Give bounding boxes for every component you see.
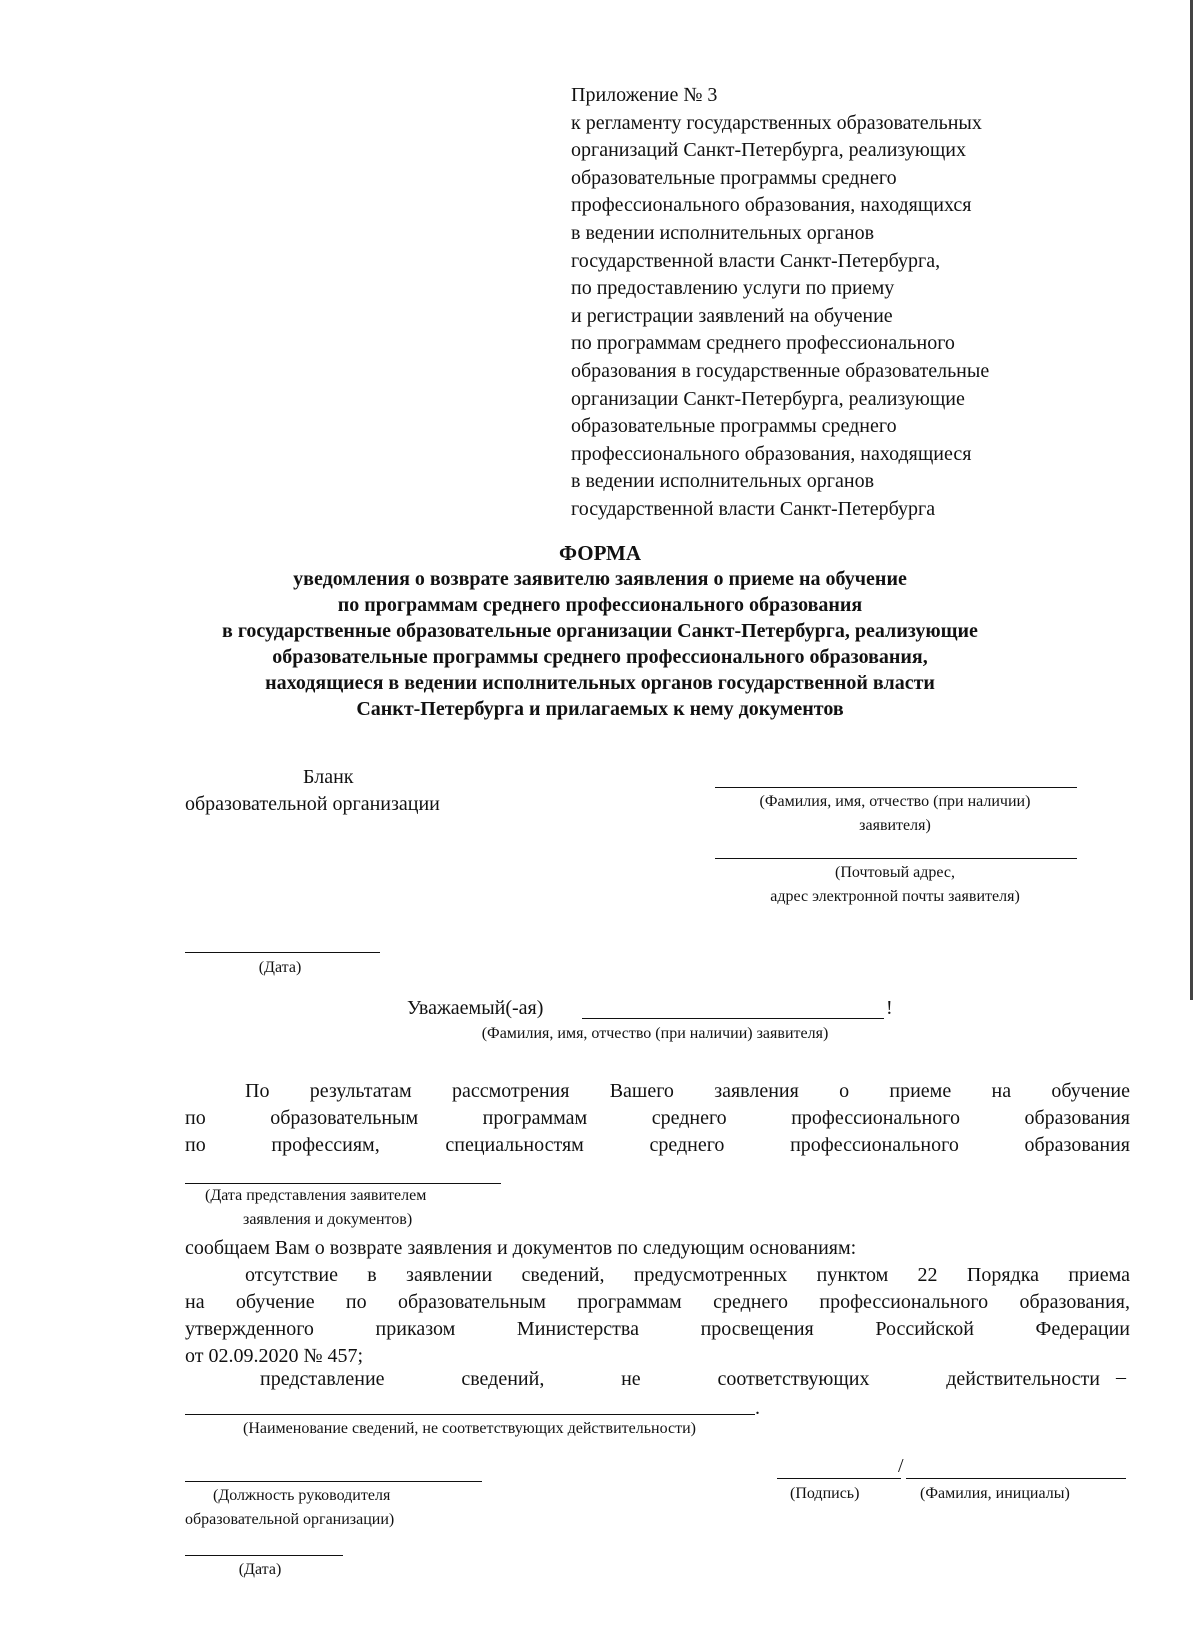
- blank-line-2: образовательной организации: [185, 793, 440, 815]
- body-line-3: по профессиям, специальностям среднего профессионального образования: [185, 1134, 1130, 1156]
- signature-slash: /: [898, 1455, 904, 1477]
- reason-1-line-4: от 02.09.2020 № 457;: [185, 1345, 364, 1367]
- body-line-1: По результатам рассмотрения Вашего заявления о приеме на обучение: [245, 1080, 1130, 1102]
- position-caption-2: образовательной организации): [185, 1511, 395, 1528]
- signature-caption: (Подпись): [790, 1485, 860, 1502]
- reason-2-dash: –: [1116, 1366, 1126, 1388]
- appendix-line: образовательные программы среднего: [571, 166, 897, 189]
- appendix-line: организации Санкт-Петербурга, реализующие: [571, 387, 965, 410]
- appendix-line: по предоставлению услуги по приему: [571, 277, 895, 300]
- form-title-line: уведомления о возврате заявителю заявления о приеме на обучение: [293, 568, 907, 590]
- greeting-caption: (Фамилия, имя, отчество (при наличии) заявителя): [481, 1025, 829, 1042]
- organization-blank-label: [185, 764, 505, 818]
- appendix-line: по программам среднего профессионального: [571, 332, 955, 355]
- appendix-line: государственной власти Санкт-Петербурга: [571, 497, 936, 520]
- submission-date-caption-1: (Дата представления заявителем: [205, 1187, 427, 1204]
- body-line-4: сообщаем Вам о возврате заявления и документов по следующим основаниям:: [185, 1237, 857, 1259]
- appendix-line: образования в государственные образовательные: [571, 359, 990, 382]
- form-title-line: в государственные образовательные организации Санкт-Петербурга, реализующие: [222, 620, 978, 642]
- address-caption-2: адрес электронной почты заявителя): [770, 888, 1020, 905]
- reason-1-line-3: утвержденного приказом Министерства просвещения Российской Федерации: [185, 1318, 1130, 1340]
- scan-edge-line: [1190, 0, 1193, 1000]
- reason-1-line-2: на обучение по образовательным программам среднего профессионального образования,: [185, 1291, 1130, 1313]
- reason-2-line-1: представление сведений, не соответствующих действительности: [260, 1368, 1100, 1390]
- date-caption-bottom: (Дата): [238, 1561, 282, 1578]
- signer-name-field[interactable]: [906, 1478, 1126, 1479]
- appendix-line: в ведении исполнительных органов: [571, 470, 875, 493]
- appendix-line: и регистрации заявлений на обучение: [571, 304, 893, 327]
- appendix-header: [571, 82, 1131, 524]
- date-field-top[interactable]: [185, 952, 380, 953]
- appendix-line: профессионального образования, находящиеся: [571, 442, 972, 465]
- appendix-line: Приложение № 3: [571, 84, 718, 106]
- appendix-line: в ведении исполнительных органов: [571, 221, 875, 244]
- appendix-line: организаций Санкт-Петербурга, реализующих: [571, 139, 966, 162]
- form-heading: ФОРМА: [558, 541, 642, 565]
- signature-field[interactable]: [777, 1478, 901, 1479]
- body-line-2: по образовательным программам среднего профессионального образования: [185, 1107, 1130, 1129]
- date-caption-top: (Дата): [258, 959, 302, 976]
- form-title-line: по программам среднего профессионального образования: [337, 594, 863, 616]
- appendix-line: государственной власти Санкт-Петербурга,: [571, 249, 941, 272]
- form-title-line: Санкт-Петербурга и прилагаемых к нему документов: [356, 698, 844, 720]
- greeting-exclamation: !: [886, 997, 893, 1019]
- signer-name-caption: (Фамилия, инициалы): [920, 1485, 1070, 1502]
- greeting-text: Уважаемый(-ая): [407, 997, 544, 1019]
- reason-2-period: .: [755, 1397, 760, 1419]
- form-title-line: образовательные программы среднего профессионального образования,: [272, 646, 928, 668]
- invalid-info-field[interactable]: [185, 1414, 755, 1415]
- blank-line-1: Бланк: [303, 766, 354, 788]
- applicant-name-field[interactable]: [715, 787, 1077, 788]
- position-caption-1: (Должность руководителя: [213, 1487, 391, 1504]
- applicant-address-field[interactable]: [715, 858, 1077, 859]
- date-field-bottom[interactable]: [185, 1555, 343, 1556]
- applicant-name-caption-1: (Фамилия, имя, отчество (при наличии): [759, 793, 1031, 810]
- appendix-line: к регламенту государственных образовательных: [571, 111, 982, 134]
- applicant-name-caption-2: заявителя): [859, 817, 931, 834]
- form-title: [140, 540, 1060, 722]
- address-caption-1: (Почтовый адрес,: [834, 864, 955, 881]
- submission-date-caption-2: заявления и документов): [243, 1211, 413, 1228]
- form-title-line: находящиеся в ведении исполнительных органов государственной власти: [265, 672, 935, 694]
- reason-1-line-1: отсутствие в заявлении сведений, предусмотренных пунктом 22 Порядка приема: [245, 1264, 1130, 1286]
- position-field[interactable]: [185, 1481, 482, 1482]
- appendix-line: образовательные программы среднего: [571, 415, 897, 438]
- invalid-info-caption: (Наименование сведений, не соответствующих действительности): [243, 1420, 696, 1437]
- appendix-line: профессионального образования, находящихся: [571, 194, 972, 217]
- greeting-name-field[interactable]: [582, 1018, 884, 1019]
